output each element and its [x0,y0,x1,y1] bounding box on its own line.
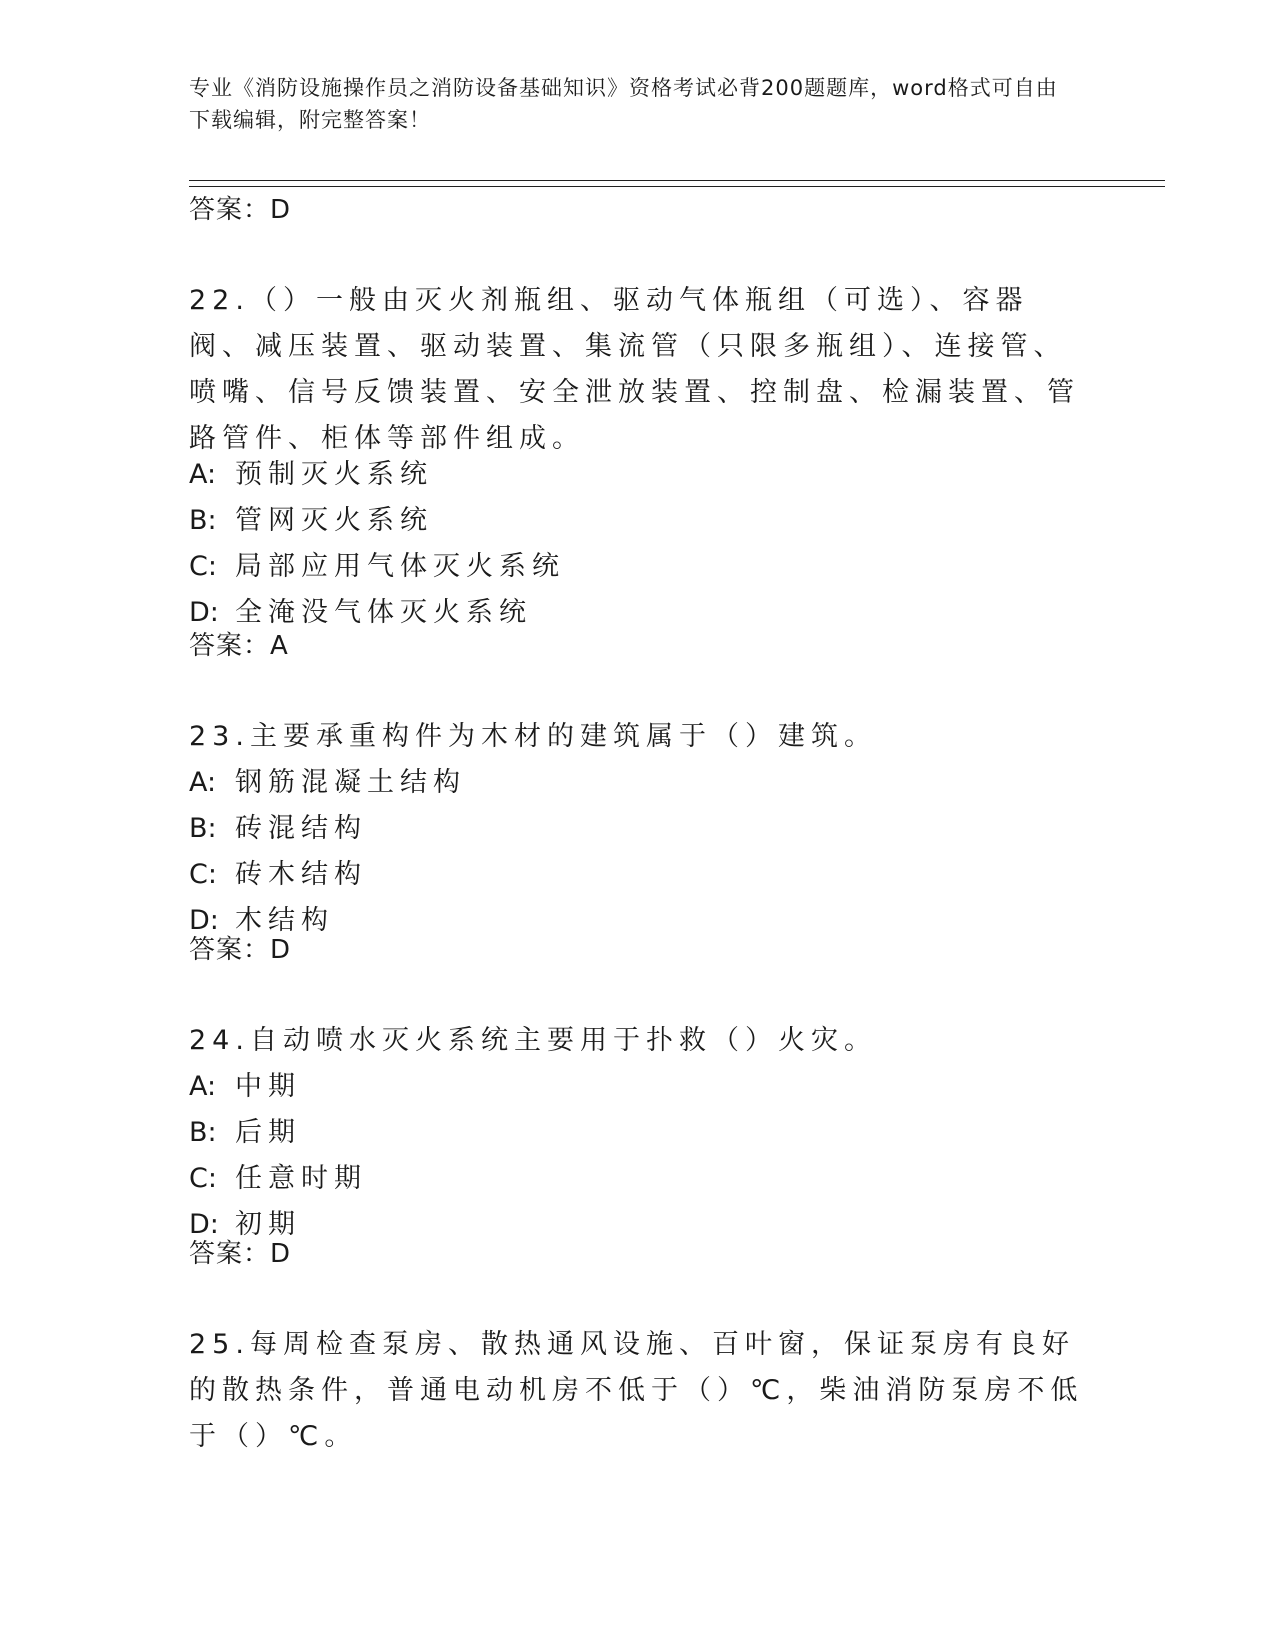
option-text: 管网灭火系统 [235,505,433,536]
answer-line: 答案：D [189,935,292,965]
question-text: 25.每周检查泵房、散热通风设施、百叶窗，保证泵房有良好的散热条件，普通电动机房不低于（）℃，柴油消防泵房不低于（）℃。 [189,1329,1084,1452]
option-label: A: [189,1071,217,1102]
option-a [189,760,1089,806]
option-text: 任意时期 [235,1163,367,1194]
header-divider-top [189,180,1165,181]
option-b [189,806,1089,852]
option-text: 中期 [235,1071,301,1102]
question-23 [189,714,1089,944]
option-text: 钢筋混凝土结构 [235,767,466,798]
question-text: 22.（）一般由灭火剂瓶组、驱动气体瓶组（可选）、容器阀、减压装置、驱动装置、集流管（只限多瓶组）、连接管、喷嘴、信号反馈装置、安全泄放装置、控制盘、检漏装置、管路管件、柜体等部件组成。 [189,285,1080,454]
option-text: 预制灭火系统 [235,459,433,490]
question-25 [189,1322,1089,1460]
option-a [189,452,1089,498]
option-text: 砖木结构 [235,859,367,890]
option-label: A: [189,767,217,798]
option-c [189,852,1089,898]
option-label: C: [189,1163,217,1194]
option-label: D: [189,597,219,628]
option-b [189,498,1089,544]
option-label: A: [189,459,217,490]
option-label: D: [189,1209,219,1240]
option-text: 砖混结构 [235,813,367,844]
option-label: C: [189,551,217,582]
question-24 [189,1018,1089,1248]
option-text: 局部应用气体灭火系统 [235,551,565,582]
question-22-options [189,452,1089,636]
option-a [189,1064,1089,1110]
option-text: 初期 [235,1209,301,1240]
option-label: C: [189,859,217,890]
answer-line: 答案：A [189,631,289,661]
question-text: 24.自动喷水灭火系统主要用于扑救（）火灾。 [189,1025,877,1056]
option-label: D: [189,905,219,936]
option-label: B: [189,813,217,844]
header-divider-bottom [189,186,1165,187]
option-c [189,1156,1089,1202]
answer-line: 答案：D [189,1239,292,1269]
answer-line: 答案：D [189,195,292,225]
option-text: 木结构 [235,905,334,936]
document-header: 专业《消防设施操作员之消防设备基础知识》资格考试必背200题题库，word格式可自由下载编辑，附完整答案！ [189,76,1058,132]
option-b [189,1110,1089,1156]
option-d [189,898,1089,944]
question-22 [189,278,1089,462]
option-label: B: [189,1117,217,1148]
option-d [189,1202,1089,1248]
question-text: 23.主要承重构件为木材的建筑属于（）建筑。 [189,721,877,752]
option-text: 全淹没气体灭火系统 [235,597,532,628]
option-text: 后期 [235,1117,301,1148]
option-label: B: [189,505,217,536]
option-c [189,544,1089,590]
option-d [189,590,1089,636]
